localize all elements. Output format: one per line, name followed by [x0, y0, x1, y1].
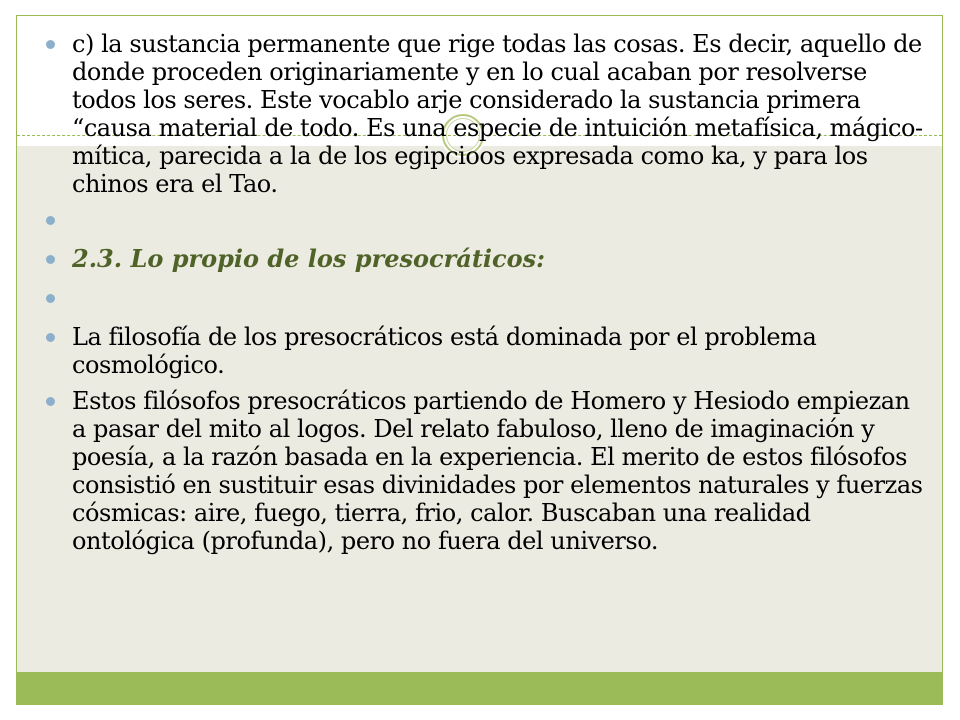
bullet-item-mito-logos [46, 387, 926, 555]
bullet-text: c) la sustancia permanente que rige todas las cosas. Es decir, aquello de donde proceden originariamente y en lo cual acaban por resolverse todos los seres. Este vocablo arje considerado la sustancia primera “causa material de todo. Es una especie de intuición metafísica, mágico-mítica, parecida a la de los egipcioos expresada como ka, y para los chinos era el Tao. [72, 30, 923, 198]
bullet-dot-icon [46, 333, 55, 342]
bullet-item-arje [46, 30, 926, 198]
bullet-dot-icon [46, 294, 55, 303]
bullet-dot-icon [46, 255, 55, 264]
bullet-dot-icon [46, 216, 55, 225]
bullet-text: Estos filósofos presocráticos partiendo de Homero y Hesiodo empiezan a pasar del mito al logos. Del relato fabuloso, lleno de imaginación y poesía, a la razón basada en la experiencia. El merito de estos filósofos consistió en sustituir esas divinidades por elementos naturales y fuerzas cósmicas: aire, fuego, tierra, frio, calor. Buscaban una realidad ontológica (profunda), pero no fuera del universo. [72, 387, 923, 555]
bullet-item-empty [46, 206, 926, 234]
bullet-item-section-heading [46, 245, 926, 273]
bullet-item-cosmologico [46, 323, 926, 379]
bullet-list [46, 30, 926, 555]
bullet-dot-icon [46, 397, 55, 406]
slide-content [46, 30, 926, 563]
bullet-item-empty [46, 284, 926, 312]
section-heading: 2.3. Lo propio de los presocráticos: [72, 244, 546, 273]
bullet-dot-icon [46, 40, 55, 49]
bullet-text: La filosofía de los presocráticos está dominada por el problema cosmológico. [72, 323, 817, 379]
footer-band [17, 672, 942, 704]
